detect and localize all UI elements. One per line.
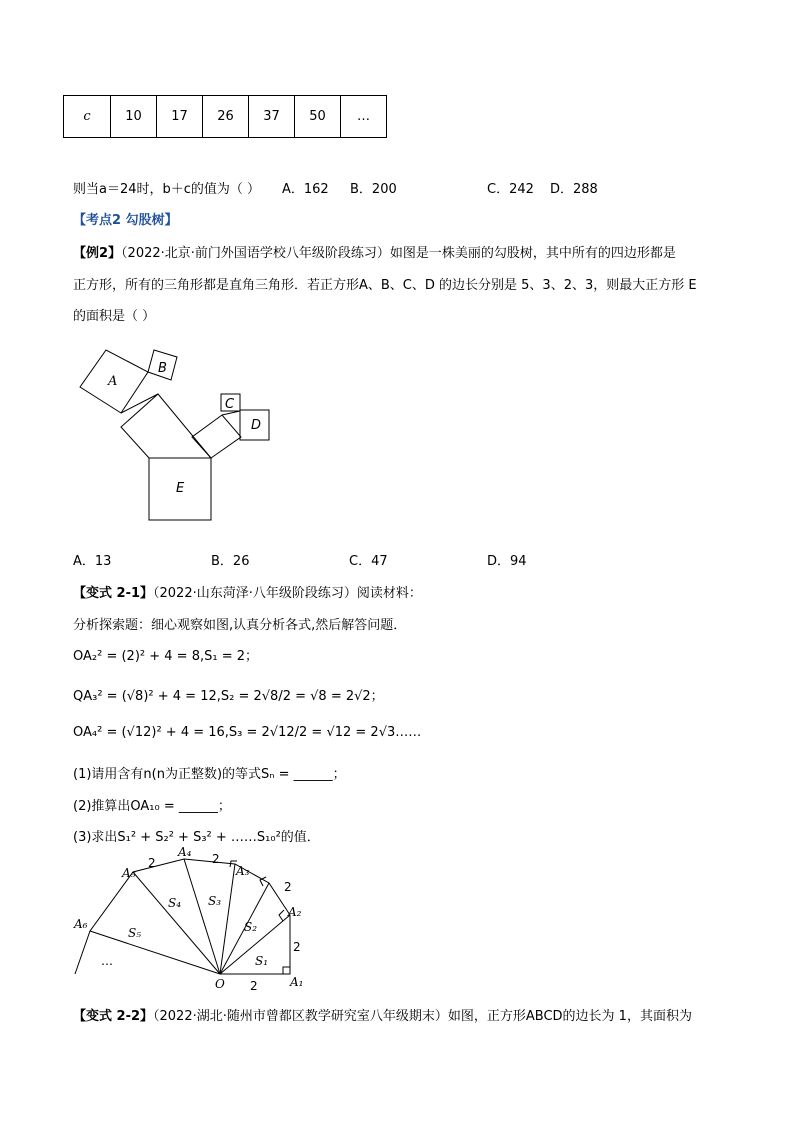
table-cell: 37 <box>249 96 295 138</box>
option-a: A．162 <box>282 182 329 197</box>
example-source: （2022·北京·前门外国语学校八年级阶段练习） <box>121 246 390 261</box>
equation-2: QA₃² = (√8)² + 4 = 12,S₂ = 2√8/2 = √8 = 2√2； <box>73 689 384 704</box>
option-b: B．26 <box>211 554 250 569</box>
label-s1: S₁ <box>255 954 269 968</box>
table-cell: … <box>341 96 387 138</box>
pythagoras-tree-figure <box>70 345 280 525</box>
data-table <box>63 95 387 138</box>
label-a: A <box>108 374 118 389</box>
variant-text: 阅读材料： <box>356 586 422 601</box>
label-c: C <box>225 397 235 412</box>
equation-3: OA₄² = (√12)² + 4 = 16,S₃ = 2√12/2 = √12 = 2√3…… <box>73 725 422 740</box>
table-cell: 50 <box>295 96 341 138</box>
option-d: D．288 <box>550 182 598 197</box>
option-d: D．94 <box>487 554 527 569</box>
label-s3: S₃ <box>208 894 222 908</box>
example-2-line1 <box>73 242 676 261</box>
edge-label: 2 <box>293 940 301 954</box>
variant-2-2-heading <box>73 1005 692 1024</box>
subquestion-3: (3)求出S₁² + S₂² + S₃² + ……S₁₀²的值． <box>73 830 320 845</box>
edge-label: 2 <box>284 880 292 894</box>
edge-label: 2 <box>148 856 156 870</box>
example-text: 如图是一株美丽的勾股树，其中所有的四边形都是 <box>389 246 676 261</box>
continuation-dots: … <box>101 954 113 968</box>
label-s2: S₂ <box>244 920 258 934</box>
section-title: 【考点2 勾股树】 <box>73 213 178 228</box>
variant-text: 如图，正方形ABCD的边长为 1，其面积为 <box>447 1009 692 1024</box>
label-a3: A₃ <box>236 864 250 878</box>
label-a2: A₂ <box>288 905 302 919</box>
variant-label: 【变式 2-1】 <box>73 586 154 601</box>
subquestion-2: (2)推算出OA₁₀ = ______； <box>73 799 231 814</box>
edge-label: 2 <box>212 852 220 866</box>
table-row <box>64 96 387 138</box>
variant-2-1-intro: 分析探索题：细心观察如图,认真分析各式,然后解答问题． <box>73 618 407 633</box>
example-2-line2: 正方形，所有的三角形都是直角三角形．若正方形A、B、C、D 的边长分别是 5、3、2、3，则最大正方形 E <box>73 278 697 293</box>
table-cell: 26 <box>203 96 249 138</box>
subquestion-1: (1)请用含有n(n为正整数)的等式Sₙ = ______； <box>73 767 346 782</box>
label-e: E <box>176 481 185 496</box>
label-a5: A₅ <box>122 866 136 880</box>
table-cell: c <box>64 96 111 138</box>
question-stem: 则当a＝24时，b＋c的值为（ ） <box>73 182 261 197</box>
square-root-spiral-figure <box>70 842 310 992</box>
variant-source: （2022·湖北·随州市曾都区教学研究室八年级期末） <box>153 1009 448 1024</box>
label-d: D <box>251 418 262 433</box>
label-b: B <box>158 361 167 376</box>
label-a1: A₁ <box>290 975 304 989</box>
option-c: C．47 <box>349 554 388 569</box>
table-cell: 10 <box>111 96 157 138</box>
variant-label: 【变式 2-2】 <box>73 1009 154 1024</box>
option-a: A．13 <box>73 554 112 569</box>
label-o: O <box>215 977 225 991</box>
edge-label: 2 <box>250 979 258 992</box>
equation-1: OA₂² = (2)² + 4 = 8,S₁ = 2； <box>73 649 258 664</box>
label-s5: S₅ <box>128 926 142 940</box>
label-a4: A₄ <box>178 845 192 859</box>
label-a6: A₆ <box>74 917 88 931</box>
example-label: 【例2】 <box>73 246 122 261</box>
variant-source: （2022·山东菏泽·八年级阶段练习） <box>153 586 357 601</box>
table-cell: 17 <box>157 96 203 138</box>
option-c: C．242 <box>487 182 534 197</box>
label-s4: S₄ <box>168 896 182 910</box>
variant-2-1-heading <box>73 582 422 601</box>
option-b: B．200 <box>350 182 397 197</box>
example-2-line3: 的面积是（ ） <box>73 309 156 324</box>
